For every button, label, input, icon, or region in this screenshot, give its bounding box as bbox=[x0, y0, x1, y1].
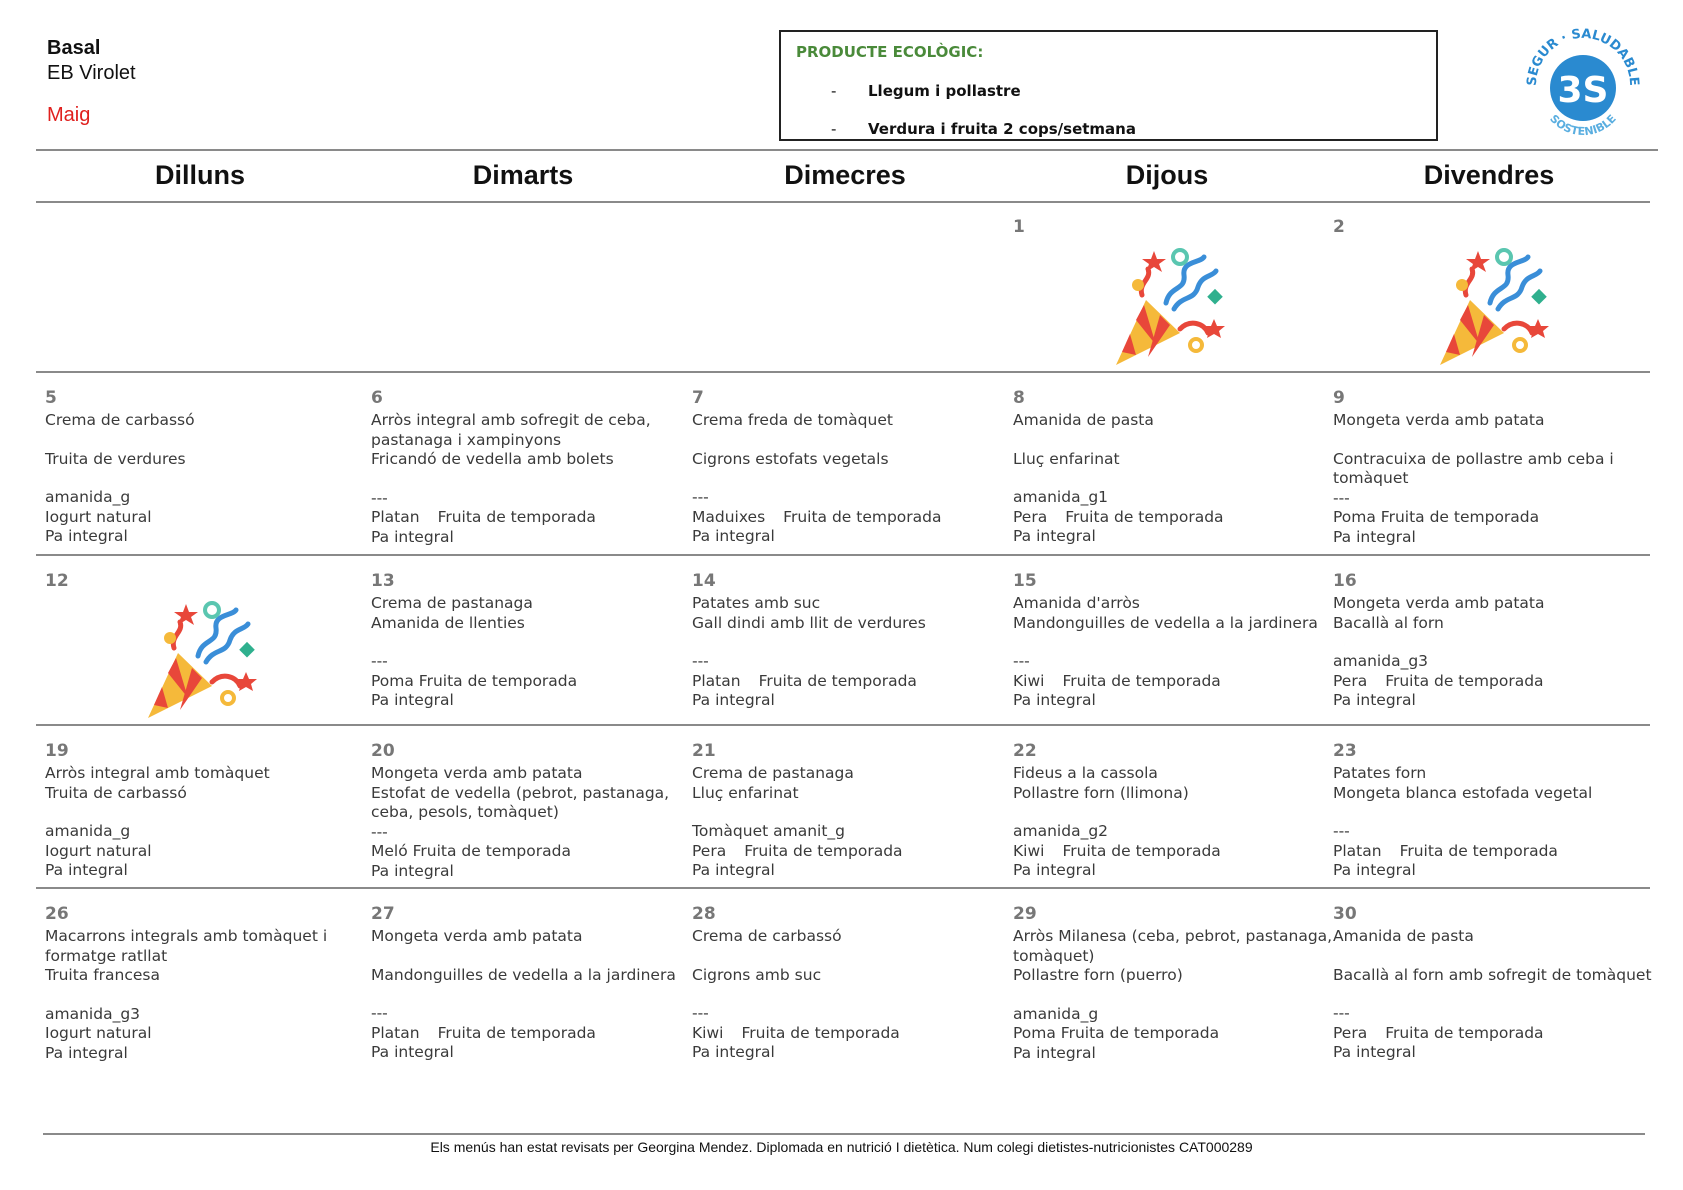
second-course: Estofat de vedella (pebrot, pastanaga, bbox=[371, 783, 670, 802]
dessert bbox=[1333, 672, 1544, 692]
bread: Pa integral bbox=[1333, 527, 1416, 546]
day-number: 6 bbox=[371, 388, 383, 408]
footer-note: Els menús han estat revisats per Georgina Mendez. Diplomada en nutrició I dietètica. Num colegi dietistes-nutricionistes CAT000289 bbox=[430, 1139, 1253, 1155]
bread: Pa integral bbox=[371, 527, 454, 546]
dessert bbox=[1013, 842, 1221, 862]
dessert-seasonal: Fruita de temporada bbox=[1385, 671, 1544, 690]
first-course: Arròs integral amb tomàquet bbox=[45, 764, 270, 782]
second-course: Gall dindi amb llit de verdures bbox=[692, 613, 926, 632]
first-course: Fideus a la cassola bbox=[1013, 764, 1158, 782]
side: --- bbox=[371, 822, 388, 841]
bread: Pa integral bbox=[692, 1043, 775, 1061]
eco-item bbox=[831, 82, 1021, 100]
divider bbox=[36, 724, 1650, 726]
dessert-fruit: Pera bbox=[1333, 1023, 1368, 1042]
day-number: 28 bbox=[692, 904, 716, 924]
day-number: 22 bbox=[1013, 741, 1037, 761]
first-course: Macarrons integrals amb tomàquet i bbox=[45, 927, 328, 945]
day-number: 30 bbox=[1333, 904, 1357, 924]
dessert: Meló Fruita de temporada bbox=[371, 842, 571, 860]
dessert-fruit: Pera bbox=[1333, 671, 1368, 690]
day-cell bbox=[1333, 739, 1592, 881]
first-course: Crema de pastanaga bbox=[371, 594, 533, 612]
day-cell bbox=[1333, 902, 1652, 1063]
first-course: Mongeta verda amb patata bbox=[371, 927, 583, 945]
month-label: Maig bbox=[47, 104, 91, 126]
side: --- bbox=[1333, 822, 1350, 840]
day-cell bbox=[692, 739, 903, 881]
day-cell bbox=[1013, 215, 1025, 240]
second-course: Pollastre forn (llimona) bbox=[1013, 783, 1189, 802]
dessert-fruit: Platan bbox=[371, 1023, 420, 1042]
logo-text-top: SEGUR · SALUDABLE bbox=[1524, 26, 1642, 87]
side: amanida_g2 bbox=[1013, 822, 1109, 840]
first-course: Mongeta verda amb patata bbox=[1333, 411, 1545, 429]
dessert bbox=[1333, 1024, 1652, 1044]
day-number: 12 bbox=[45, 571, 69, 591]
day-number: 27 bbox=[371, 904, 395, 924]
day-number: 29 bbox=[1013, 904, 1037, 924]
dessert-seasonal: Fruita de temporada bbox=[1399, 841, 1558, 860]
party-popper-icon bbox=[140, 598, 265, 723]
dessert-seasonal: Fruita de temporada bbox=[1065, 507, 1224, 526]
second-course: Truita de verdures bbox=[45, 449, 186, 468]
divider bbox=[36, 201, 1650, 203]
day-cell bbox=[1013, 569, 1318, 711]
bread: Pa integral bbox=[1013, 1043, 1096, 1062]
day-cell bbox=[371, 386, 651, 547]
dessert-fruit: Kiwi bbox=[692, 1023, 724, 1042]
3s-logo bbox=[1518, 20, 1648, 150]
first-course: Patates forn bbox=[1333, 764, 1427, 782]
dessert-seasonal: Fruita de temporada bbox=[783, 507, 942, 526]
second-course: Mandonguilles de vedella a la jardinera bbox=[371, 965, 676, 984]
header-block bbox=[47, 36, 136, 128]
first-course: Mongeta verda amb patata bbox=[371, 764, 583, 782]
side: --- bbox=[692, 488, 709, 506]
dessert: Poma Fruita de temporada bbox=[1333, 508, 1540, 526]
bread: Pa integral bbox=[1013, 691, 1096, 709]
day-cell bbox=[371, 902, 676, 1063]
dessert-fruit: Platan bbox=[692, 671, 741, 690]
day-cell bbox=[692, 386, 942, 547]
side: --- bbox=[692, 1004, 709, 1022]
day-number: 7 bbox=[692, 388, 704, 408]
first-course: Patates amb suc bbox=[692, 594, 821, 612]
dessert-fruit: Kiwi bbox=[1013, 841, 1045, 860]
menu-title: Basal bbox=[47, 37, 101, 59]
first-course: Crema de pastanaga bbox=[692, 764, 854, 782]
dessert bbox=[692, 842, 903, 862]
eco-dash: - bbox=[831, 120, 837, 138]
dessert bbox=[371, 1024, 676, 1044]
second-course: Mongeta blanca estofada vegetal bbox=[1333, 783, 1593, 802]
second-course: Cigrons estofats vegetals bbox=[692, 449, 889, 468]
day-number: 20 bbox=[371, 741, 395, 761]
second-course: Amanida de llenties bbox=[371, 613, 525, 632]
first-course: Crema de carbassó bbox=[45, 411, 195, 429]
dessert bbox=[692, 672, 926, 692]
side: --- bbox=[692, 652, 709, 670]
weekday-label: Dimarts bbox=[472, 160, 574, 190]
day-cell bbox=[1013, 386, 1224, 547]
bread: Pa integral bbox=[45, 1043, 128, 1062]
dessert-fruit: Maduixes bbox=[692, 507, 766, 526]
dessert-seasonal: Fruita de temporada bbox=[744, 841, 903, 860]
day-cell bbox=[1333, 569, 1544, 711]
day-cell bbox=[45, 386, 195, 547]
second-course: Fricandó de vedella amb bolets bbox=[371, 450, 614, 468]
side: --- bbox=[1333, 488, 1350, 507]
dessert bbox=[692, 508, 942, 528]
dessert bbox=[1013, 672, 1318, 692]
weekday-label: Dimecres bbox=[784, 160, 906, 190]
day-cell bbox=[371, 739, 669, 881]
day-number: 16 bbox=[1333, 571, 1357, 591]
second-course: Pollastre forn (puerro) bbox=[1013, 966, 1183, 984]
second-course: Lluç enfarinat bbox=[1013, 449, 1120, 468]
day-number: 26 bbox=[45, 904, 69, 924]
day-number: 8 bbox=[1013, 388, 1025, 408]
day-number: 2 bbox=[1333, 217, 1345, 237]
divider bbox=[36, 371, 1650, 373]
dessert-seasonal: Fruita de temporada bbox=[437, 508, 596, 526]
dessert-seasonal: Fruita de temporada bbox=[741, 1023, 900, 1042]
side: amanida_g3 bbox=[45, 1004, 141, 1023]
dessert-fruit: Platan bbox=[1333, 841, 1382, 860]
first-course-cont: tomàquet) bbox=[1013, 946, 1095, 965]
day-number: 21 bbox=[692, 741, 716, 761]
dessert bbox=[692, 1024, 900, 1044]
dessert-seasonal: Fruita de temporada bbox=[437, 1023, 596, 1042]
eco-item-text: Verdura i fruita 2 cops/setmana bbox=[868, 120, 1136, 138]
dessert-fruit: Pera bbox=[1013, 507, 1048, 526]
dessert-seasonal: Fruita de temporada bbox=[1385, 1023, 1544, 1042]
dessert: Iogurt natural bbox=[45, 1024, 152, 1042]
first-course: Crema freda de tomàquet bbox=[692, 411, 893, 429]
dessert: Iogurt natural bbox=[45, 841, 152, 860]
side: amanida_g bbox=[1013, 1004, 1099, 1023]
dessert: Iogurt natural bbox=[45, 507, 152, 526]
side: Tomàquet amanit_g bbox=[692, 822, 846, 840]
dessert-fruit: Pera bbox=[692, 841, 727, 860]
side: --- bbox=[371, 652, 388, 670]
day-cell bbox=[692, 569, 926, 711]
day-cell bbox=[1013, 739, 1221, 881]
bread: Pa integral bbox=[692, 527, 775, 545]
logo-text-bottom: SOSTENIBLE bbox=[1547, 112, 1619, 139]
side: --- bbox=[371, 1004, 388, 1022]
side: --- bbox=[1013, 652, 1030, 670]
eco-title: PRODUCTE ECOLÒGIC: bbox=[796, 43, 984, 61]
second-course: Cigrons amb suc bbox=[692, 965, 822, 984]
day-cell bbox=[1333, 386, 1614, 547]
side: amanida_g bbox=[45, 822, 131, 840]
second-course: Lluç enfarinat bbox=[692, 783, 799, 802]
first-course: Arròs integral amb sofregit de ceba, bbox=[371, 411, 651, 429]
day-number: 15 bbox=[1013, 571, 1037, 591]
dessert-seasonal: Fruita de temporada bbox=[758, 671, 917, 690]
dessert-seasonal: Fruita de temporada bbox=[1062, 841, 1221, 860]
first-course: Mongeta verda amb patata bbox=[1333, 594, 1545, 612]
first-course: Crema de carbassó bbox=[692, 927, 842, 945]
divider bbox=[36, 149, 1658, 151]
bread: Pa integral bbox=[45, 527, 128, 545]
party-popper-icon bbox=[1432, 245, 1557, 370]
weekday-label: Dijous bbox=[1125, 160, 1209, 190]
footer-divider bbox=[43, 1133, 1645, 1135]
second-course: Bacallà al forn bbox=[1333, 613, 1444, 632]
divider bbox=[36, 554, 1650, 556]
side: --- bbox=[371, 488, 388, 507]
bread: Pa integral bbox=[1333, 861, 1416, 879]
bread: Pa integral bbox=[371, 1043, 454, 1061]
bread: Pa integral bbox=[1013, 527, 1096, 545]
dessert-fruit: Platan bbox=[371, 508, 420, 526]
party-popper-icon bbox=[1108, 245, 1233, 370]
eco-product-box bbox=[779, 30, 1438, 141]
bread: Pa integral bbox=[1333, 1043, 1416, 1061]
side: amanida_g1 bbox=[1013, 488, 1109, 506]
day-number: 13 bbox=[371, 571, 395, 591]
second-course: Contracuixa de pollastre amb ceba i bbox=[1333, 449, 1614, 468]
day-cell bbox=[45, 902, 327, 1063]
day-number: 9 bbox=[1333, 388, 1345, 408]
dessert bbox=[1333, 842, 1592, 862]
logo-mark: 3S bbox=[1557, 70, 1609, 111]
day-number: 19 bbox=[45, 741, 69, 761]
first-course: Arròs Milanesa (ceba, pebrot, pastanaga, bbox=[1013, 927, 1333, 945]
school-name: EB Virolet bbox=[47, 62, 136, 84]
first-course: Amanida de pasta bbox=[1333, 927, 1474, 945]
dessert: Poma Fruita de temporada bbox=[371, 671, 578, 690]
eco-item bbox=[831, 120, 1136, 138]
dessert-fruit: Kiwi bbox=[1013, 671, 1045, 690]
first-course: Amanida de pasta bbox=[1013, 411, 1154, 429]
divider bbox=[36, 887, 1650, 889]
second-course: Truita de carbassó bbox=[45, 783, 187, 802]
weekday-label: Divendres bbox=[1423, 160, 1555, 190]
first-course: Amanida d'arròs bbox=[1013, 594, 1140, 612]
bread: Pa integral bbox=[1333, 691, 1416, 709]
second-course: Truita francesa bbox=[45, 966, 160, 984]
day-number: 23 bbox=[1333, 741, 1357, 761]
bread: Pa integral bbox=[371, 861, 454, 880]
dessert: Poma Fruita de temporada bbox=[1013, 1024, 1220, 1042]
second-course: Bacallà al forn amb sofregit de tomàquet bbox=[1333, 965, 1652, 984]
dessert bbox=[371, 508, 651, 528]
dessert bbox=[1013, 508, 1224, 528]
bread: Pa integral bbox=[1013, 861, 1096, 879]
weekday-label: Dilluns bbox=[154, 160, 245, 190]
day-cell bbox=[45, 569, 69, 594]
bread: Pa integral bbox=[45, 861, 128, 879]
first-course-cont: pastanaga i xampinyons bbox=[371, 430, 562, 449]
day-cell bbox=[1013, 902, 1332, 1063]
second-course: Mandonguilles de vedella a la jardinera bbox=[1013, 613, 1318, 632]
bread: Pa integral bbox=[692, 861, 775, 879]
day-cell bbox=[45, 739, 270, 881]
eco-item-text: Llegum i pollastre bbox=[868, 82, 1021, 100]
eco-dash: - bbox=[831, 82, 837, 100]
second-course-cont: tomàquet bbox=[1333, 469, 1409, 487]
second-course-cont: ceba, pesols, tomàquet) bbox=[371, 803, 559, 821]
first-course-cont: formatge ratllat bbox=[45, 946, 168, 965]
side: --- bbox=[1333, 1004, 1350, 1022]
day-number: 1 bbox=[1013, 217, 1025, 237]
day-cell bbox=[692, 902, 900, 1063]
side: amanida_g3 bbox=[1333, 652, 1429, 670]
bread: Pa integral bbox=[371, 691, 454, 709]
weekday-header bbox=[36, 160, 1650, 200]
day-cell bbox=[1333, 215, 1345, 240]
dessert-seasonal: Fruita de temporada bbox=[1062, 671, 1221, 690]
bread: Pa integral bbox=[692, 691, 775, 709]
day-cell bbox=[371, 569, 577, 711]
side: amanida_g bbox=[45, 488, 131, 506]
day-number: 5 bbox=[45, 388, 57, 408]
day-number: 14 bbox=[692, 571, 716, 591]
